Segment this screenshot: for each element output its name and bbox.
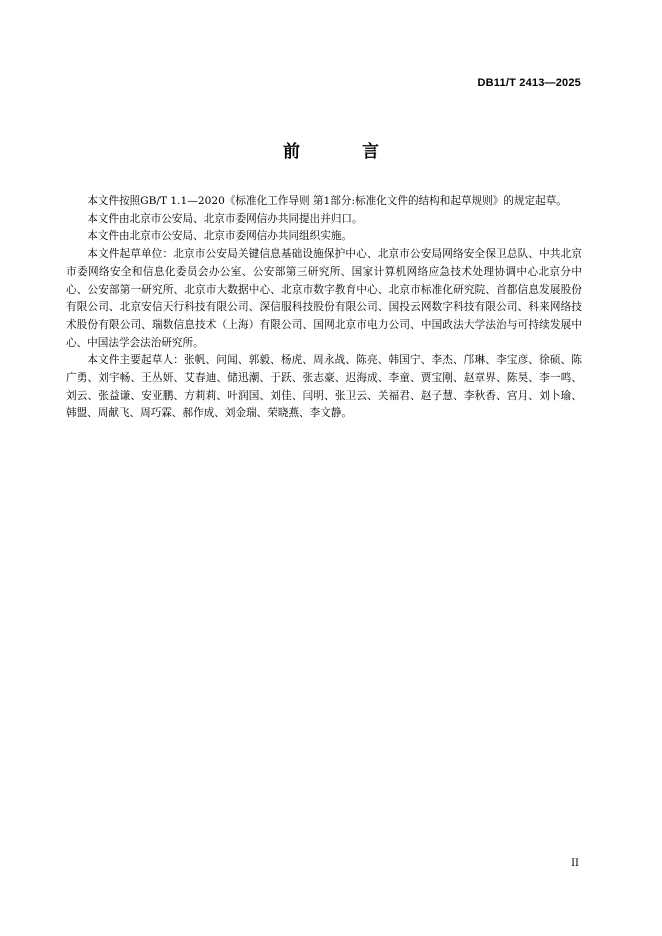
page-number: II <box>571 858 579 869</box>
paragraph-drafting-rules: 本文件按照GB/T 1.1—2020《标准化工作导则 第1部分:标准化文件的结构和起草规则》的规定起草。 <box>87 195 567 207</box>
paragraph-drafting-units: 本文件起草单位：北京市公安局关键信息基础设施保护中心、北京市公安局网络安全保卫总队、中共北京市委网络安全和信息化委员会办公室、公安部第三研究所、国家计算机网络应急技术处理协调中心北京分中心、公安部第一研究所、北京市大数据中心、北京市数字教育中心、北京市标准化研究院、首都信息发展股份有限公司、北京安信天行科技有限公司、深信服科技股份有限公司、国投云网数字科技有限公司、科来网络技术股份有限公司、瑞数信息技术（上海）有限公司、国网北京市电力公司、中国政法大学法治与可持续发展中心、中国法学会法治研究所。 <box>66 248 582 349</box>
paragraph-drafters: 本文件主要起草人：张帆、问闻、郭毅、杨虎、周永战、陈亮、韩国宁、李杰、邝琳、李宝彦、徐硕、陈广勇、刘宇畅、王丛妍、艾春迪、储迅潮、于跃、张志豪、迟海成、李童、贾宝刚、赵章界、陈昊、李一鸣、刘云、张益谦、安亚鹏、方莉莉、叶润国、刘佳、闫明、张卫云、关福君、赵子慧、李秋香、宫月、刘卜瑜、韩盟、周献飞、周巧霖、郝作成、刘金瑞、荣晓燕、李文静。 <box>66 354 582 420</box>
paragraph-proposer: 本文件由北京市公安局、北京市委网信办共同提出并归口。 <box>87 212 363 225</box>
document-code: DB11/T 2413—2025 <box>477 77 581 89</box>
paragraph-implementer: 本文件由北京市公安局、北京市委网信办共同组织实施。 <box>87 230 353 243</box>
foreword-body <box>66 193 582 423</box>
page-title: 前 言 <box>283 142 407 162</box>
